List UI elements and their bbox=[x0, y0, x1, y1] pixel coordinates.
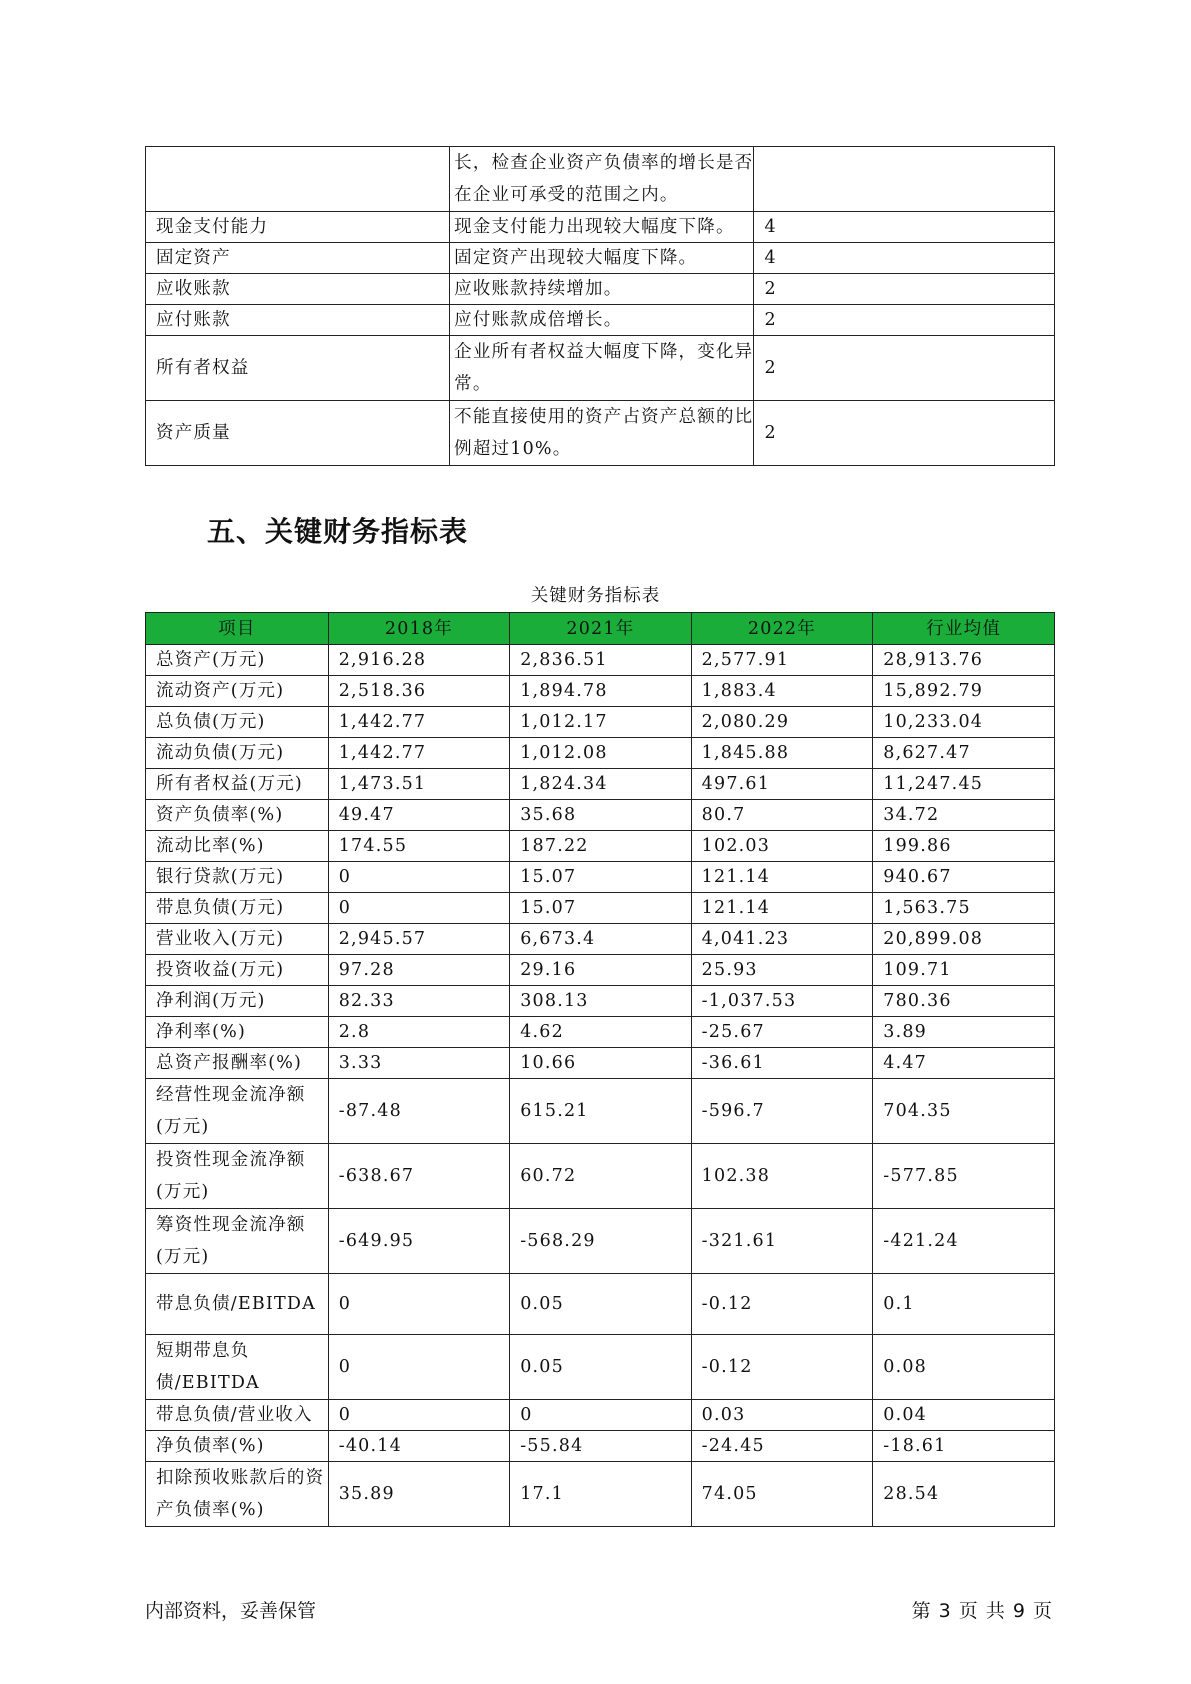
table-cell: 0 bbox=[328, 1400, 509, 1431]
table-cell: 15.07 bbox=[510, 893, 691, 924]
row-label: 净利润(万元) bbox=[146, 986, 329, 1017]
table-cell: -36.61 bbox=[691, 1048, 873, 1079]
table-cell: -649.95 bbox=[328, 1209, 509, 1274]
row-label: 流动负债(万元) bbox=[146, 738, 329, 769]
table-row bbox=[146, 955, 1055, 986]
table-cell: 0 bbox=[510, 1400, 691, 1431]
table-cell: 2,577.91 bbox=[691, 645, 873, 676]
table-cell: 11,247.45 bbox=[873, 769, 1055, 800]
risk-item: 资产质量 bbox=[146, 401, 450, 466]
table-cell: 174.55 bbox=[328, 831, 509, 862]
table-cell: 1,845.88 bbox=[691, 738, 873, 769]
row-label: 资产负债率(%) bbox=[146, 800, 329, 831]
risk-item: 固定资产 bbox=[146, 243, 450, 274]
table-cell: 0 bbox=[328, 1335, 509, 1400]
table-cell: 1,473.51 bbox=[328, 769, 509, 800]
table-cell: 102.03 bbox=[691, 831, 873, 862]
row-label: 筹资性现金流净额(万元) bbox=[146, 1209, 329, 1274]
table-cell: -87.48 bbox=[328, 1079, 509, 1144]
row-label: 营业收入(万元) bbox=[146, 924, 329, 955]
risk-desc: 现金支付能力出现较大幅度下降。 bbox=[450, 212, 754, 243]
table-cell: -421.24 bbox=[873, 1209, 1055, 1274]
table-cell: 80.7 bbox=[691, 800, 873, 831]
table-row bbox=[146, 645, 1055, 676]
table-cell: 35.89 bbox=[328, 1462, 509, 1527]
table-cell: 3.33 bbox=[328, 1048, 509, 1079]
table-cell: -596.7 bbox=[691, 1079, 873, 1144]
table-row bbox=[146, 862, 1055, 893]
table-cell: 34.72 bbox=[873, 800, 1055, 831]
risk-item: 应收账款 bbox=[146, 274, 450, 305]
row-label: 带息负债/EBITDA bbox=[146, 1274, 329, 1335]
table-row bbox=[146, 1017, 1055, 1048]
table-cell: -321.61 bbox=[691, 1209, 873, 1274]
table-cell: 102.38 bbox=[691, 1144, 873, 1209]
risk-desc: 长，检查企业资产负债率的增长是否在企业可承受的范围之内。 bbox=[450, 147, 754, 212]
row-label: 投资性现金流净额(万元) bbox=[146, 1144, 329, 1209]
table-cell: 35.68 bbox=[510, 800, 691, 831]
row-label: 短期带息负债/EBITDA bbox=[146, 1335, 329, 1400]
table-cell: 109.71 bbox=[873, 955, 1055, 986]
table-cell: 2,945.57 bbox=[328, 924, 509, 955]
table-cell: -24.45 bbox=[691, 1431, 873, 1462]
table-cell: 497.61 bbox=[691, 769, 873, 800]
table-cell: 15,892.79 bbox=[873, 676, 1055, 707]
table-cell: 97.28 bbox=[328, 955, 509, 986]
row-label: 投资收益(万元) bbox=[146, 955, 329, 986]
column-header: 2018年 bbox=[328, 613, 509, 645]
table-cell: 17.1 bbox=[510, 1462, 691, 1527]
row-label: 带息负债(万元) bbox=[146, 893, 329, 924]
row-label: 总资产报酬率(%) bbox=[146, 1048, 329, 1079]
table-row bbox=[146, 243, 1055, 274]
table-cell: -25.67 bbox=[691, 1017, 873, 1048]
table-cell: -40.14 bbox=[328, 1431, 509, 1462]
risk-score: 2 bbox=[754, 401, 1055, 466]
row-label: 所有者权益(万元) bbox=[146, 769, 329, 800]
table-cell: 4.47 bbox=[873, 1048, 1055, 1079]
risk-score: 4 bbox=[754, 212, 1055, 243]
risk-score: 2 bbox=[754, 336, 1055, 401]
table-cell: 199.86 bbox=[873, 831, 1055, 862]
row-label: 带息负债/营业收入 bbox=[146, 1400, 329, 1431]
table-cell: 704.35 bbox=[873, 1079, 1055, 1144]
table-cell: 0.08 bbox=[873, 1335, 1055, 1400]
risk-item bbox=[146, 147, 450, 212]
footer-confidential: 内部资料，妥善保管 bbox=[145, 1600, 317, 1622]
table-cell: 940.67 bbox=[873, 862, 1055, 893]
table-cell: -0.12 bbox=[691, 1274, 873, 1335]
table-cell: 2.8 bbox=[328, 1017, 509, 1048]
risk-desc: 不能直接使用的资产占资产总额的比例超过10%。 bbox=[450, 401, 754, 466]
table-row bbox=[146, 893, 1055, 924]
table-cell: -18.61 bbox=[873, 1431, 1055, 1462]
table-row bbox=[146, 1048, 1055, 1079]
risk-item: 所有者权益 bbox=[146, 336, 450, 401]
table-row bbox=[146, 305, 1055, 336]
table-cell: 4.62 bbox=[510, 1017, 691, 1048]
table-cell: 8,627.47 bbox=[873, 738, 1055, 769]
table-cell: 0.05 bbox=[510, 1335, 691, 1400]
table-cell: 6,673.4 bbox=[510, 924, 691, 955]
table-row bbox=[146, 738, 1055, 769]
table-cell: 20,899.08 bbox=[873, 924, 1055, 955]
risk-score: 4 bbox=[754, 243, 1055, 274]
risk-score: 2 bbox=[754, 274, 1055, 305]
risk-table bbox=[145, 146, 1055, 466]
table-row bbox=[146, 212, 1055, 243]
table-cell: 780.36 bbox=[873, 986, 1055, 1017]
table-row bbox=[146, 769, 1055, 800]
row-label: 流动比率(%) bbox=[146, 831, 329, 862]
row-label: 总资产(万元) bbox=[146, 645, 329, 676]
table-cell: 10.66 bbox=[510, 1048, 691, 1079]
table-cell: 4,041.23 bbox=[691, 924, 873, 955]
row-label: 扣除预收账款后的资产负债率(%) bbox=[146, 1462, 329, 1527]
table-row bbox=[146, 1431, 1055, 1462]
table-cell: 1,442.77 bbox=[328, 738, 509, 769]
table-cell: 2,518.36 bbox=[328, 676, 509, 707]
table-cell: -577.85 bbox=[873, 1144, 1055, 1209]
row-label: 银行贷款(万元) bbox=[146, 862, 329, 893]
risk-desc: 企业所有者权益大幅度下降，变化异常。 bbox=[450, 336, 754, 401]
table-cell: -0.12 bbox=[691, 1335, 873, 1400]
table-cell: 2,080.29 bbox=[691, 707, 873, 738]
table-header-row bbox=[146, 613, 1055, 645]
table-cell: 2,916.28 bbox=[328, 645, 509, 676]
risk-desc: 固定资产出现较大幅度下降。 bbox=[450, 243, 754, 274]
table-cell: 1,824.34 bbox=[510, 769, 691, 800]
table-cell: -638.67 bbox=[328, 1144, 509, 1209]
table-row bbox=[146, 986, 1055, 1017]
table-cell: 0.1 bbox=[873, 1274, 1055, 1335]
column-header: 行业均值 bbox=[873, 613, 1055, 645]
table-row bbox=[146, 676, 1055, 707]
table-cell: 0.03 bbox=[691, 1400, 873, 1431]
column-header: 2021年 bbox=[510, 613, 691, 645]
table-cell: -568.29 bbox=[510, 1209, 691, 1274]
column-header: 项目 bbox=[146, 613, 329, 645]
table-cell: 82.33 bbox=[328, 986, 509, 1017]
table-cell: 1,883.4 bbox=[691, 676, 873, 707]
table-cell: 15.07 bbox=[510, 862, 691, 893]
table-cell: 1,012.17 bbox=[510, 707, 691, 738]
table-row bbox=[146, 147, 1055, 212]
risk-desc: 应收账款持续增加。 bbox=[450, 274, 754, 305]
table-cell: 2,836.51 bbox=[510, 645, 691, 676]
risk-item: 现金支付能力 bbox=[146, 212, 450, 243]
table-cell: 1,894.78 bbox=[510, 676, 691, 707]
column-header: 2022年 bbox=[691, 613, 873, 645]
table-cell: 0 bbox=[328, 862, 509, 893]
table-row bbox=[146, 1274, 1055, 1335]
table-row bbox=[146, 831, 1055, 862]
table-cell: -1,037.53 bbox=[691, 986, 873, 1017]
table-cell: 28.54 bbox=[873, 1462, 1055, 1527]
table-row bbox=[146, 800, 1055, 831]
table-row bbox=[146, 1144, 1055, 1209]
table-cell: 1,012.08 bbox=[510, 738, 691, 769]
table-cell: 25.93 bbox=[691, 955, 873, 986]
table-caption: 关键财务指标表 bbox=[530, 586, 661, 606]
table-cell: 3.89 bbox=[873, 1017, 1055, 1048]
table-cell: 0.05 bbox=[510, 1274, 691, 1335]
row-label: 总负债(万元) bbox=[146, 707, 329, 738]
table-cell: 0 bbox=[328, 1274, 509, 1335]
footer-page-number: 第 3 页 共 9 页 bbox=[911, 1600, 1053, 1622]
table-cell: 0.04 bbox=[873, 1400, 1055, 1431]
table-row bbox=[146, 707, 1055, 738]
table-cell: 74.05 bbox=[691, 1462, 873, 1527]
section-title: 五、关键财务指标表 bbox=[207, 515, 469, 548]
table-cell: 0 bbox=[328, 893, 509, 924]
table-cell: 28,913.76 bbox=[873, 645, 1055, 676]
table-cell: 121.14 bbox=[691, 893, 873, 924]
table-row bbox=[146, 1079, 1055, 1144]
kpi-table bbox=[145, 612, 1055, 1527]
row-label: 净利率(%) bbox=[146, 1017, 329, 1048]
table-row bbox=[146, 1400, 1055, 1431]
table-cell: 1,442.77 bbox=[328, 707, 509, 738]
row-label: 经营性现金流净额(万元) bbox=[146, 1079, 329, 1144]
table-row bbox=[146, 1462, 1055, 1527]
table-row bbox=[146, 924, 1055, 955]
risk-score bbox=[754, 147, 1055, 212]
table-row bbox=[146, 336, 1055, 401]
table-row bbox=[146, 274, 1055, 305]
table-cell: 615.21 bbox=[510, 1079, 691, 1144]
table-row bbox=[146, 401, 1055, 466]
table-cell: 308.13 bbox=[510, 986, 691, 1017]
table-cell: 29.16 bbox=[510, 955, 691, 986]
row-label: 净负债率(%) bbox=[146, 1431, 329, 1462]
table-cell: 1,563.75 bbox=[873, 893, 1055, 924]
table-row bbox=[146, 1335, 1055, 1400]
table-cell: 121.14 bbox=[691, 862, 873, 893]
risk-desc: 应付账款成倍增长。 bbox=[450, 305, 754, 336]
table-cell: 187.22 bbox=[510, 831, 691, 862]
risk-item: 应付账款 bbox=[146, 305, 450, 336]
risk-score: 2 bbox=[754, 305, 1055, 336]
table-cell: 60.72 bbox=[510, 1144, 691, 1209]
table-cell: -55.84 bbox=[510, 1431, 691, 1462]
row-label: 流动资产(万元) bbox=[146, 676, 329, 707]
table-cell: 10,233.04 bbox=[873, 707, 1055, 738]
table-row bbox=[146, 1209, 1055, 1274]
table-cell: 49.47 bbox=[328, 800, 509, 831]
